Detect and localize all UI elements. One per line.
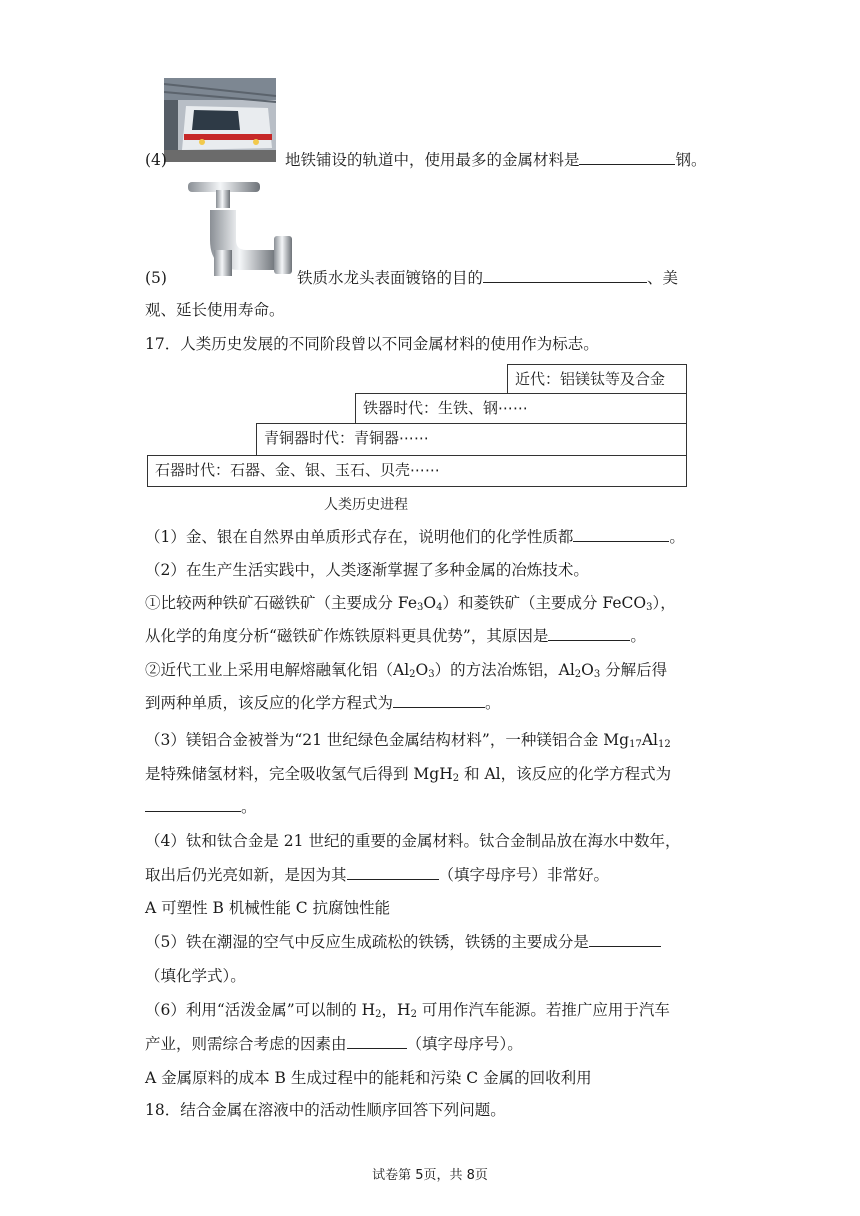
q17-part-3-line2 (145, 762, 671, 784)
subscript: 4 (436, 602, 443, 613)
answer-blank[interactable] (573, 527, 669, 542)
step-stone-age: 石器时代：石器、金、银、玉石、贝壳⋯⋯ (147, 455, 687, 487)
text: 。 (630, 627, 646, 645)
item-4-suffix: 钢。 (675, 151, 707, 169)
text: （填字母序号）。 (406, 1035, 523, 1053)
text: ）和菱铁矿（主要成分 FeCO (442, 594, 647, 612)
answer-blank[interactable] (393, 693, 485, 708)
q17-part-1-text: （1）金、银在自然界由单质形式存在，说明他们的化学性质都 (145, 528, 574, 546)
subscript: 2 (375, 1009, 382, 1020)
q17-part-3-line3 (145, 795, 257, 817)
text: 可用作汽车能源。若推广应用于汽车 (416, 1001, 670, 1019)
subscript: 12 (657, 739, 671, 750)
q17-part-4-options: A 可塑性 B 机械性能 C 抗腐蚀性能 (145, 899, 391, 917)
q17-part-1 (145, 525, 685, 547)
item-4-text: 地铁铺设的轨道中，使用最多的金属材料是 (284, 151, 580, 169)
item-5-continuation: 观、延长使用寿命。 (145, 301, 285, 319)
subscript: 2 (409, 669, 416, 680)
question-18-stem: 18．结合金属在溶液中的活动性顺序回答下列问题。 (145, 1101, 506, 1119)
item-5-text: 铁质水龙头表面镀铬的目的 (296, 269, 483, 287)
answer-blank[interactable] (347, 1034, 407, 1049)
q17-part-1-end: 。 (669, 528, 685, 546)
q17-part-2a-line1 (145, 591, 676, 613)
q17-part-6-options: A 金属原料的成本 B 生成过程中的能耗和污染 C 金属的回收利用 (145, 1069, 592, 1087)
item-4-line (145, 148, 707, 170)
q17-part-2a-line2 (145, 624, 646, 646)
answer-blank[interactable] (548, 626, 630, 641)
text: ，H (381, 1001, 411, 1019)
text: Al (641, 731, 658, 749)
text: 取出后仍光亮如新，是因为其 (145, 866, 347, 884)
q17-part-6-line2 (145, 1032, 523, 1054)
answer-blank[interactable] (579, 150, 675, 165)
question-17-stem: 17．人类历史发展的不同阶段曾以不同金属材料的使用作为标志。 (145, 335, 599, 353)
q17-part-2b-line1 (145, 658, 667, 680)
subscript: 2 (574, 669, 582, 680)
answer-blank[interactable] (483, 268, 647, 283)
diagram-caption: 人类历史进程 (324, 497, 408, 513)
text: （5）铁在潮湿的空气中反应生成疏松的铁锈，铁锈的主要成分是 (145, 933, 589, 951)
subscript: 3 (428, 669, 435, 680)
subscript: 2 (410, 1009, 417, 1020)
item-5-line (145, 266, 678, 288)
q17-part-3-line1 (145, 728, 671, 750)
subscript: 3 (417, 602, 424, 613)
text: 是特殊储氢材料，完全吸收氢气后得到 MgH (145, 765, 453, 783)
text: 产业，则需综合考虑的因素由 (145, 1035, 347, 1053)
text: 到两种单质，该反应的化学方程式为 (145, 694, 394, 712)
text: （填字母序号）非常好。 (438, 866, 610, 884)
text: （6）利用“活泼金属”可以制的 H (145, 1001, 376, 1019)
text: O (581, 661, 594, 679)
q17-part-2b-line2 (145, 691, 501, 713)
subscript: 2 (452, 773, 460, 784)
text: ）的方法冶炼铝，Al (434, 661, 575, 679)
text: 分解后得 (600, 661, 668, 679)
text: 。 (241, 798, 257, 816)
q17-part-5-line2: （填化学式）。 (145, 967, 246, 985)
subscript: 3 (593, 669, 601, 680)
page-footer: 试卷第 5页，共 8页 (372, 1168, 488, 1183)
text: ）， (652, 594, 676, 612)
faucet-image (186, 180, 298, 280)
step-iron-age: 铁器时代：生铁、钢⋯⋯ (355, 393, 687, 424)
subscript: 3 (646, 602, 653, 613)
text: 和 Al，该反应的化学方程式为 (459, 765, 672, 783)
item-5-suffix: 、美 (646, 269, 678, 287)
step-modern: 近代：铝镁钛等及合金 (507, 364, 687, 394)
text: O (415, 661, 429, 679)
text: O (423, 594, 437, 612)
subscript: 17 (629, 739, 642, 750)
text: ②近代工业上采用电解熔融氧化铝（Al (145, 661, 410, 679)
step-bronze-age: 青铜器时代：青铜器⋯⋯ (256, 423, 687, 456)
q17-part-2: （2）在生产生活实践中，人类逐渐掌握了多种金属的冶炼技术。 (145, 561, 589, 579)
text: 从化学的角度分析“磁铁矿作炼铁原料更具优势”，其原因是 (145, 627, 549, 645)
q17-part-6-line1 (145, 998, 670, 1020)
answer-blank[interactable] (589, 932, 661, 947)
text: （3）镁铝合金被誉为“21 世纪绿色金属结构材料”，一种镁铝合金 Mg (145, 731, 630, 749)
q17-part-4-line1: （4）钛和钛合金是 21 世纪的重要的金属材料。钛合金制品放在海水中数年， (145, 832, 681, 850)
q17-part-5-line1 (145, 930, 661, 952)
text: 。 (485, 694, 501, 712)
item-5-label: (5) (145, 269, 167, 287)
item-4-label: (4) (145, 151, 167, 169)
answer-blank[interactable] (347, 865, 439, 880)
text: ①比较两种铁矿石磁铁矿（主要成分 Fe (145, 594, 418, 612)
answer-blank[interactable] (145, 797, 241, 812)
q17-part-4-line2 (145, 863, 609, 885)
